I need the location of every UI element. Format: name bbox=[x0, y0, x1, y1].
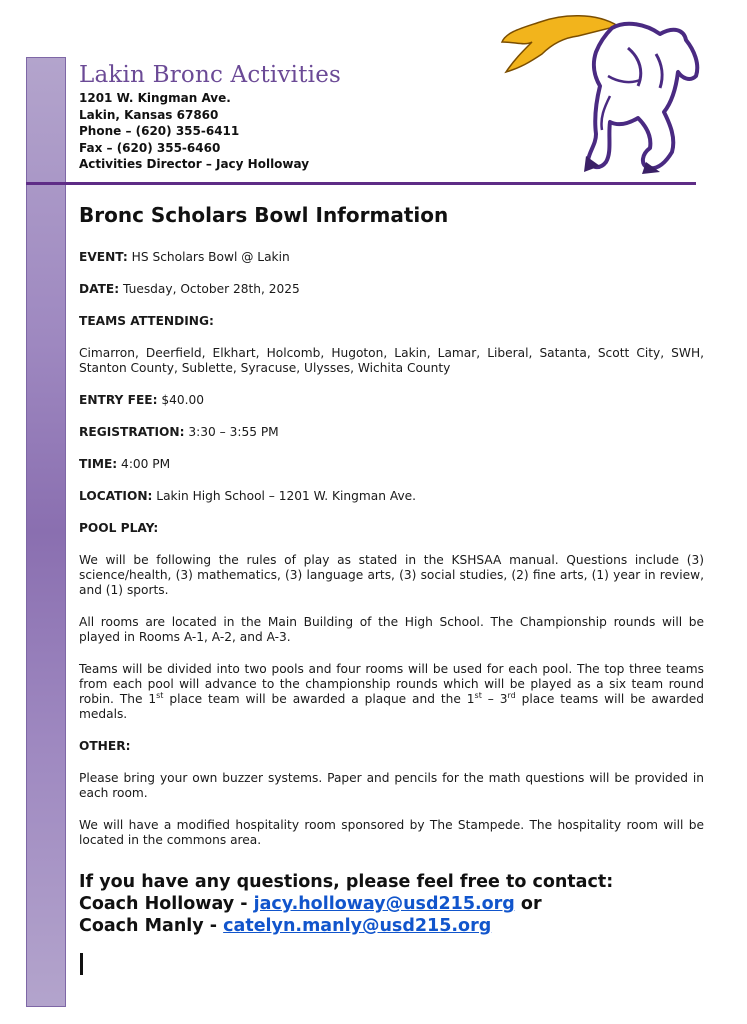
location-value: Lakin High School – 1201 W. Kingman Ave. bbox=[152, 489, 417, 503]
pool-play-format-text-2: place team will be awarded a plaque and the 1 bbox=[163, 692, 475, 706]
entry-fee-label: ENTRY FEE: bbox=[79, 393, 158, 407]
contact-coach-manly bbox=[79, 915, 704, 937]
address-line-city: Lakin, Kansas 67860 bbox=[79, 107, 219, 122]
event-value: HS Scholars Bowl @ Lakin bbox=[127, 250, 290, 264]
location-label: LOCATION: bbox=[79, 489, 153, 503]
document-body bbox=[79, 202, 704, 937]
pool-play-rooms: All rooms are located in the Main Building of the High School. The Championship rounds will be played in Rooms A-1, A-2, and A-3. bbox=[79, 615, 704, 644]
other-hospitality: We will have a modified hospitality room sponsored by The Stampede. The hospitality room will be located in the commons area. bbox=[79, 818, 704, 847]
location-line bbox=[79, 489, 704, 504]
document-title: Bronc Scholars Bowl Information bbox=[79, 203, 449, 227]
address-line-phone: Phone – (620) 355-6411 bbox=[79, 124, 240, 138]
address-line-fax: Fax – (620) 355-6460 bbox=[79, 140, 221, 155]
contact-heading: If you have any questions, please feel free to contact: bbox=[79, 872, 614, 892]
contact-block bbox=[79, 871, 704, 937]
text-cursor bbox=[80, 953, 83, 975]
event-label: EVENT: bbox=[79, 250, 128, 264]
other-label: OTHER: bbox=[79, 739, 131, 753]
registration-label: REGISTRATION: bbox=[79, 425, 185, 439]
side-color-bar bbox=[26, 57, 66, 1007]
pool-play-format-text-4: place teams will be awarded medals. bbox=[79, 692, 704, 721]
holloway-email-link[interactable]: jacy.holloway@usd215.org bbox=[253, 894, 515, 914]
address-line-director: Activities Director – Jacy Holloway bbox=[79, 157, 310, 171]
manly-email-link[interactable]: catelyn.manly@usd215.org bbox=[223, 916, 492, 936]
date-label: DATE: bbox=[79, 282, 120, 296]
ordinal-suffix: st bbox=[474, 690, 482, 700]
pool-play-format bbox=[79, 662, 704, 722]
event-line bbox=[79, 250, 704, 265]
time-value: 4:00 PM bbox=[117, 457, 171, 471]
time-label: TIME: bbox=[79, 457, 118, 471]
pool-play-rules: We will be following the rules of play as stated in the KSHSAA manual. Questions include (3) science/health, (3) mathematics, (3) language arts, (3) social studies, (2) fine arts, (1) year in review, and (1) sports. bbox=[79, 553, 704, 597]
pool-play-label: POOL PLAY: bbox=[79, 521, 159, 535]
date-line bbox=[79, 282, 704, 297]
time-line bbox=[79, 457, 704, 472]
ordinal-suffix: st bbox=[156, 690, 164, 700]
registration-value: 3:30 – 3:55 PM bbox=[184, 425, 279, 439]
org-title: Lakin Bronc Activities bbox=[79, 62, 342, 88]
coach-manly-label: Coach Manly - bbox=[79, 916, 224, 936]
registration-line bbox=[79, 425, 704, 440]
date-value: Tuesday, October 28th, 2025 bbox=[119, 282, 300, 296]
teams-list: Cimarron, Deerfield, Elkhart, Holcomb, Hugoton, Lakin, Lamar, Liberal, Satanta, Scott City, SWH, Stanton County, Sublette, Syracuse, Ulysses, Wichita County bbox=[79, 346, 704, 375]
ordinal-suffix: rd bbox=[507, 690, 516, 700]
letterhead bbox=[79, 60, 341, 173]
teams-label: TEAMS ATTENDING: bbox=[79, 314, 214, 328]
pool-play-format-text-1: Teams will be divided into two pools and four rooms will be used for each pool. The top three teams from each pool will advance to the championship rounds which will be played as a six team round robin. The 1 bbox=[79, 662, 704, 706]
pool-play-format-text-3: – 3 bbox=[481, 692, 508, 706]
bronco-mascot-logo bbox=[500, 6, 712, 178]
other-buzzers: Please bring your own buzzer systems. Paper and pencils for the math questions will be provided in each room. bbox=[79, 771, 704, 800]
contact-coach-holloway bbox=[79, 893, 704, 915]
contact-or: or bbox=[514, 894, 542, 914]
header-divider bbox=[26, 182, 696, 185]
coach-holloway-label: Coach Holloway - bbox=[79, 894, 254, 914]
entry-fee-value: $40.00 bbox=[157, 393, 205, 407]
entry-fee-line bbox=[79, 393, 704, 408]
address-line-street: 1201 W. Kingman Ave. bbox=[79, 91, 231, 105]
